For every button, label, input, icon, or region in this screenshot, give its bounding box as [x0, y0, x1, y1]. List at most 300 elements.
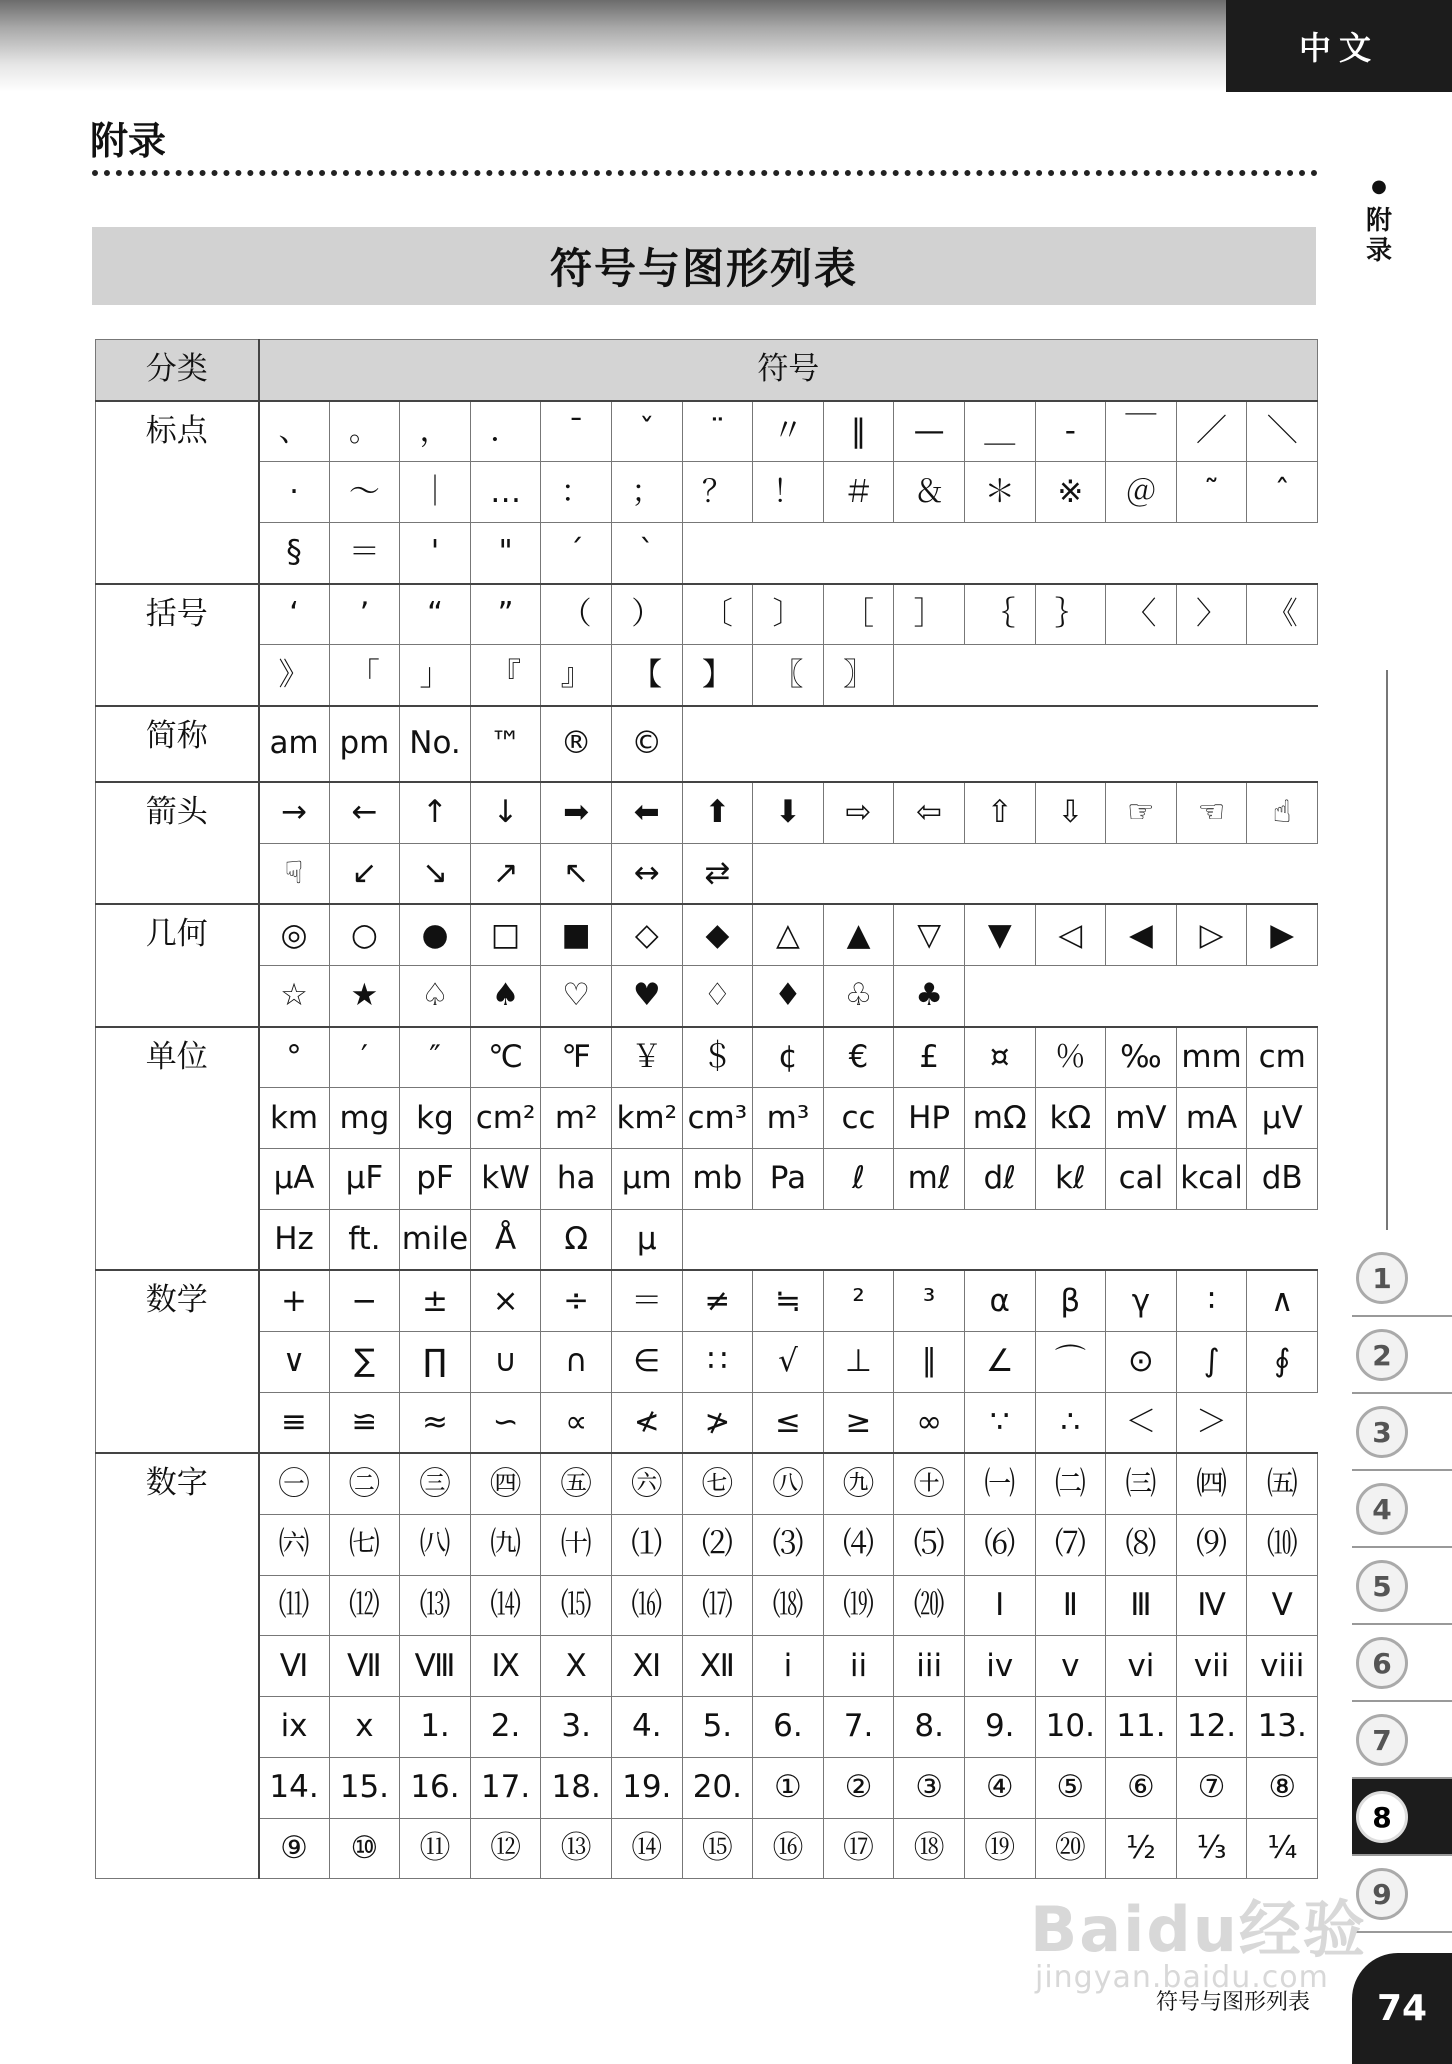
empty-cell: [682, 523, 1318, 584]
chapter-tab-1[interactable]: [1352, 1240, 1452, 1317]
symbol-cell: ˜: [1176, 462, 1247, 523]
symbol-cell: 》: [259, 645, 330, 706]
symbol-cell: ㊄: [541, 1453, 612, 1514]
symbol-cell: ｜: [400, 462, 471, 523]
symbol-row: [96, 645, 1318, 706]
symbol-cell: ↖: [541, 843, 612, 904]
symbol-cell: ¯: [541, 401, 612, 462]
symbol-cell: ∴: [1035, 1392, 1106, 1453]
symbol-cell: ½: [1106, 1818, 1177, 1879]
symbol-cell: 9.: [964, 1697, 1035, 1758]
symbol-cell: mm: [1176, 1027, 1247, 1088]
symbol-cell: Hz: [259, 1209, 330, 1270]
symbol-cell: ⑥: [1106, 1757, 1177, 1818]
symbol-cell: ⑤: [1035, 1757, 1106, 1818]
symbol-cell: ｝: [1035, 584, 1106, 645]
symbol-cell: ¨: [682, 401, 753, 462]
symbol-row: [96, 1575, 1318, 1636]
symbol-cell: £: [894, 1027, 965, 1088]
symbol-row: [96, 1027, 1318, 1088]
symbol-cell: ♧: [823, 965, 894, 1026]
symbol-cell: km²: [611, 1088, 682, 1149]
symbol-cell: ／: [1176, 401, 1247, 462]
symbol-row: [96, 462, 1318, 523]
symbol-cell: Ⅳ: [1176, 1575, 1247, 1636]
symbol-cell: ≒: [753, 1270, 824, 1331]
symbol-row: [96, 1636, 1318, 1697]
symbol-cell: ∷: [682, 1332, 753, 1393]
symbol-cell: 『: [470, 645, 541, 706]
symbol-cell: ⑰: [823, 1818, 894, 1879]
symbol-cell: ∑: [329, 1332, 400, 1393]
symbol-cell: cm²: [470, 1088, 541, 1149]
symbol-cell: ㊂: [400, 1453, 471, 1514]
symbol-cell: Ω: [541, 1209, 612, 1270]
symbol-cell: ¼: [1247, 1818, 1318, 1879]
symbol-cell: ◁: [1035, 904, 1106, 965]
symbol-cell: 「: [329, 645, 400, 706]
symbol-cell: mg: [329, 1088, 400, 1149]
symbol-row: [96, 1818, 1318, 1879]
category-cell: 标点: [96, 401, 259, 584]
symbol-cell: ®: [541, 706, 612, 782]
symbol-cell: mΩ: [964, 1088, 1035, 1149]
symbol-cell: ™: [470, 706, 541, 782]
symbol-cell: ⑿: [329, 1575, 400, 1636]
symbol-cell: vi: [1106, 1636, 1177, 1697]
symbol-cell: ㈠: [964, 1453, 1035, 1514]
symbol-cell: 〈: [1106, 584, 1177, 645]
symbol-cell: 8.: [894, 1697, 965, 1758]
symbol-cell: 17.: [470, 1757, 541, 1818]
symbol-cell: ⑭: [611, 1818, 682, 1879]
symbol-cell: ⑧: [1247, 1757, 1318, 1818]
symbol-cell: ∽: [470, 1392, 541, 1453]
symbol-row: [96, 401, 1318, 462]
symbol-cell: +: [259, 1270, 330, 1331]
symbol-cell: ￣: [1106, 401, 1177, 462]
chapter-tab-2[interactable]: [1352, 1317, 1452, 1394]
symbol-cell: ix: [259, 1697, 330, 1758]
symbol-cell: ⑳: [1035, 1818, 1106, 1879]
symbol-row: [96, 584, 1318, 645]
empty-cell: [1247, 1392, 1318, 1453]
symbol-cell: ＝: [611, 1270, 682, 1331]
symbol-cell: ÷: [541, 1270, 612, 1331]
symbol-cell: ´: [541, 523, 612, 584]
symbol-cell: €: [823, 1027, 894, 1088]
symbol-cell: 。: [329, 401, 400, 462]
symbol-row: [96, 706, 1318, 782]
symbol-cell: ㈩: [541, 1515, 612, 1576]
symbol-cell: ∩: [541, 1332, 612, 1393]
symbol-cell: ●: [400, 904, 471, 965]
symbol-cell: ㊇: [753, 1453, 824, 1514]
symbol-cell: cm: [1247, 1027, 1318, 1088]
symbol-cell: 1.: [400, 1697, 471, 1758]
symbol-cell: Pa: [753, 1148, 824, 1209]
symbol-cell: ♦: [753, 965, 824, 1026]
symbol-cell: i: [753, 1636, 824, 1697]
symbol-cell: ②: [823, 1757, 894, 1818]
watermark-url: jingyan.baidu.com: [1035, 1960, 1329, 1995]
category-cell: 数学: [96, 1270, 259, 1453]
symbol-cell: dB: [1247, 1148, 1318, 1209]
symbol-cell: ²: [823, 1270, 894, 1331]
symbol-cell: km: [259, 1088, 330, 1149]
symbol-cell: ‘: [259, 584, 330, 645]
symbol-cell: ⑲: [964, 1818, 1035, 1879]
chapter-number: 7: [1356, 1714, 1408, 1766]
symbol-row: [96, 1453, 1318, 1514]
symbol-cell: ，: [400, 401, 471, 462]
symbol-cell: ←: [329, 782, 400, 843]
chapter-number: 5: [1356, 1560, 1408, 1612]
symbol-cell: ▲: [823, 904, 894, 965]
symbol-cell: ♤: [400, 965, 471, 1026]
symbol-cell: ↔: [611, 843, 682, 904]
symbol-cell: 10.: [1035, 1697, 1106, 1758]
category-cell: 简称: [96, 706, 259, 782]
empty-cell: [753, 843, 1318, 904]
symbol-cell: 、: [259, 401, 330, 462]
symbol-cell: ！: [753, 462, 824, 523]
symbol-row: [96, 965, 1318, 1026]
chapter-tab-4[interactable]: [1352, 1471, 1452, 1548]
symbol-cell: ↓: [470, 782, 541, 843]
symbol-cell: mA: [1176, 1088, 1247, 1149]
symbol-cell: m³: [753, 1088, 824, 1149]
page-number: 74: [1352, 1953, 1452, 2064]
symbol-cell: 19.: [611, 1757, 682, 1818]
symbol-cell: ㊈: [823, 1453, 894, 1514]
symbol-cell: μF: [329, 1148, 400, 1209]
symbol-cell: ∝: [541, 1392, 612, 1453]
category-cell: 几何: [96, 904, 259, 1026]
symbol-cell: α: [964, 1270, 1035, 1331]
symbol-cell: ♥: [611, 965, 682, 1026]
symbol-cell: ㈡: [1035, 1453, 1106, 1514]
symbol-cell: ▷: [1176, 904, 1247, 965]
symbol-cell: pF: [400, 1148, 471, 1209]
symbol-cell: m²: [541, 1088, 612, 1149]
symbol-cell: ♣: [894, 965, 965, 1026]
symbol-cell: ℉: [541, 1027, 612, 1088]
symbol-cell: ∶: [1176, 1270, 1247, 1331]
symbol-cell: 7.: [823, 1697, 894, 1758]
symbol-table: [95, 339, 1318, 1879]
symbol-cell: μA: [259, 1148, 330, 1209]
chapter-tabs: [1352, 1240, 1452, 1933]
symbol-cell: ○: [329, 904, 400, 965]
symbol-cell: kΩ: [1035, 1088, 1106, 1149]
watermark-logo: Baidu经验: [1030, 1893, 1367, 1966]
dotted-divider: [92, 170, 1318, 176]
symbol-cell: 15.: [329, 1757, 400, 1818]
symbol-cell: ）: [611, 584, 682, 645]
symbol-cell: ⑮: [682, 1818, 753, 1879]
symbol-cell: vii: [1176, 1636, 1247, 1697]
symbol-cell: 3.: [541, 1697, 612, 1758]
symbol-cell: ⑹: [964, 1515, 1035, 1576]
symbol-cell: mV: [1106, 1088, 1177, 1149]
symbol-cell: ⊥: [823, 1332, 894, 1393]
symbol-cell: v: [1035, 1636, 1106, 1697]
symbol-cell: ≮: [611, 1392, 682, 1453]
symbol-cell: ☜: [1176, 782, 1247, 843]
symbol-cell: ＆: [894, 462, 965, 523]
symbol-cell: pm: [329, 706, 400, 782]
symbol-cell: ⑷: [823, 1515, 894, 1576]
symbol-cell: mℓ: [894, 1148, 965, 1209]
symbol-row: [96, 1270, 1318, 1331]
symbol-cell: ∪: [470, 1332, 541, 1393]
symbol-cell: ⌒: [1035, 1332, 1106, 1393]
symbol-cell: Ⅹ: [541, 1636, 612, 1697]
symbol-cell: ★: [329, 965, 400, 1026]
symbol-cell: ㈣: [1176, 1453, 1247, 1514]
symbol-cell: kW: [470, 1148, 541, 1209]
symbol-cell: Å: [470, 1209, 541, 1270]
symbol-cell: ↗: [470, 843, 541, 904]
symbol-cell: Ⅺ: [611, 1636, 682, 1697]
symbol-cell: ℓ: [823, 1148, 894, 1209]
symbol-cell: ．: [470, 401, 541, 462]
symbol-cell: —: [894, 401, 965, 462]
header-symbols: 符号: [259, 340, 1318, 401]
symbol-cell: −: [329, 1270, 400, 1331]
symbol-cell: ；: [611, 462, 682, 523]
symbol-row: [96, 904, 1318, 965]
chapter-tab-9[interactable]: [1352, 1856, 1452, 1933]
symbol-cell: ⑫: [470, 1818, 541, 1879]
symbol-cell: ˆ: [1247, 462, 1318, 523]
symbol-cell: 【: [611, 645, 682, 706]
symbol-cell: ⒄: [682, 1575, 753, 1636]
symbol-cell: ': [400, 523, 471, 584]
symbol-cell: ⇦: [894, 782, 965, 843]
symbol-cell: ☞: [1106, 782, 1177, 843]
footer-title: 符号与图形列表: [1156, 1990, 1311, 2015]
symbol-cell: ④: [964, 1757, 1035, 1818]
header-category: 分类: [96, 340, 259, 401]
symbol-cell: ∧: [1247, 1270, 1318, 1331]
chapter-tab-3[interactable]: [1352, 1394, 1452, 1471]
symbol-cell: ▼: [964, 904, 1035, 965]
symbol-cell: ㈢: [1106, 1453, 1177, 1514]
symbol-cell: ⇨: [823, 782, 894, 843]
symbol-cell: Ⅱ: [1035, 1575, 1106, 1636]
empty-cell: [682, 1209, 1318, 1270]
symbol-cell: ∞: [894, 1392, 965, 1453]
symbol-cell: ⑻: [1106, 1515, 1177, 1576]
symbol-row: [96, 1697, 1318, 1758]
symbol-row: [96, 1148, 1318, 1209]
symbol-cell: ］: [894, 584, 965, 645]
symbol-cell: ⑸: [894, 1515, 965, 1576]
symbol-cell: Ⅻ: [682, 1636, 753, 1697]
symbol-cell: ㈥: [259, 1515, 330, 1576]
symbol-cell: △: [753, 904, 824, 965]
symbol-cell: ↙: [329, 843, 400, 904]
symbol-cell: ℃: [470, 1027, 541, 1088]
symbol-cell: ∵: [964, 1392, 1035, 1453]
chapter-number: 1: [1356, 1252, 1408, 1304]
symbol-cell: 12.: [1176, 1697, 1247, 1758]
chapter-tab-6[interactable]: [1352, 1625, 1452, 1702]
chapter-tab-7[interactable]: [1352, 1702, 1452, 1779]
symbol-cell: ≯: [682, 1392, 753, 1453]
symbol-cell: ～: [329, 462, 400, 523]
symbol-cell: ♠: [470, 965, 541, 1026]
symbol-cell: ‰: [1106, 1027, 1177, 1088]
symbol-row: [96, 523, 1318, 584]
symbol-row: [96, 782, 1318, 843]
symbol-cell: 〃: [753, 401, 824, 462]
symbol-cell: 〉: [1176, 584, 1247, 645]
chapter-number: 2: [1356, 1329, 1408, 1381]
symbol-cell: ｛: [964, 584, 1035, 645]
side-section-label: [1364, 172, 1394, 266]
symbol-cell: x: [329, 1697, 400, 1758]
symbol-cell: viii: [1247, 1636, 1318, 1697]
symbol-cell: ☟: [259, 843, 330, 904]
symbol-cell: ∠: [964, 1332, 1035, 1393]
symbol-cell: ⑾: [259, 1575, 330, 1636]
symbol-cell: 」: [400, 645, 471, 706]
symbol-cell: ha: [541, 1148, 612, 1209]
chapter-tab-8[interactable]: [1352, 1779, 1452, 1856]
symbol-cell: mile: [400, 1209, 471, 1270]
symbol-row: [96, 1209, 1318, 1270]
symbol-cell: μm: [611, 1148, 682, 1209]
symbol-row: [96, 1392, 1318, 1453]
symbol-cell: ≌: [329, 1392, 400, 1453]
symbol-cell: ⑨: [259, 1818, 330, 1879]
symbol-cell: Ⅷ: [400, 1636, 471, 1697]
symbol-cell: ＼: [1247, 401, 1318, 462]
symbol-cell: ⇄: [682, 843, 753, 904]
symbol-cell: ％: [1035, 1027, 1106, 1088]
symbol-cell: ”: [470, 584, 541, 645]
empty-cell: [894, 645, 1318, 706]
symbol-cell: μV: [1247, 1088, 1318, 1149]
symbol-cell: ⑪: [400, 1818, 471, 1879]
symbol-cell: 18.: [541, 1757, 612, 1818]
symbol-cell: iv: [964, 1636, 1035, 1697]
symbol-cell: 5.: [682, 1697, 753, 1758]
symbol-cell: ⑶: [753, 1515, 824, 1576]
symbol-cell: ⑴: [611, 1515, 682, 1576]
symbol-cell: Ⅰ: [964, 1575, 1035, 1636]
symbol-cell: Ⅸ: [470, 1636, 541, 1697]
chapter-number: 8: [1356, 1791, 1408, 1843]
symbol-cell: ◀: [1106, 904, 1177, 965]
symbol-cell: Ⅲ: [1106, 1575, 1177, 1636]
symbol-cell: ⬇: [753, 782, 824, 843]
symbol-cell: ①: [753, 1757, 824, 1818]
symbol-row: [96, 1332, 1318, 1393]
symbol-cell: Ⅵ: [259, 1636, 330, 1697]
symbol-cell: ㊅: [611, 1453, 682, 1514]
chapter-number: 9: [1356, 1868, 1408, 1920]
symbol-cell: cal: [1106, 1148, 1177, 1209]
symbol-cell: HP: [894, 1088, 965, 1149]
symbol-cell: No.: [400, 706, 471, 782]
symbol-cell: 16.: [400, 1757, 471, 1818]
symbol-cell: ⒂: [541, 1575, 612, 1636]
symbol-cell: 〔: [682, 584, 753, 645]
symbol-cell: ◎: [259, 904, 330, 965]
symbol-cell: cm³: [682, 1088, 753, 1149]
symbol-cell: ㈧: [400, 1515, 471, 1576]
symbol-cell: ◇: [611, 904, 682, 965]
side-section-text: 附 录: [1365, 206, 1392, 266]
category-cell: 括号: [96, 584, 259, 706]
side-rule: [1386, 670, 1388, 1230]
symbol-cell: ⒇: [894, 1575, 965, 1636]
symbol-cell: ⒅: [753, 1575, 824, 1636]
symbol-cell: ∥: [894, 1332, 965, 1393]
symbol-cell: ＞: [1176, 1392, 1247, 1453]
symbol-cell: ⬅: [611, 782, 682, 843]
symbol-cell: ￥: [611, 1027, 682, 1088]
symbol-cell: kℓ: [1035, 1148, 1106, 1209]
category-cell: 箭头: [96, 782, 259, 904]
symbol-cell: kg: [400, 1088, 471, 1149]
symbol-cell: ∮: [1247, 1332, 1318, 1393]
symbol-row: [96, 1515, 1318, 1576]
symbol-cell: ⒃: [611, 1575, 682, 1636]
symbol-cell: ■: [541, 904, 612, 965]
symbol-cell: ii: [823, 1636, 894, 1697]
symbol-cell: ▽: [894, 904, 965, 965]
chapter-tab-5[interactable]: [1352, 1548, 1452, 1625]
symbol-cell: ⅓: [1176, 1818, 1247, 1879]
symbol-cell: 〗: [823, 645, 894, 706]
symbol-cell: ＊: [964, 462, 1035, 523]
symbol-cell: 14.: [259, 1757, 330, 1818]
symbol-cell: 】: [682, 645, 753, 706]
symbol-cell: 2.: [470, 1697, 541, 1758]
symbol-cell: ㊁: [329, 1453, 400, 1514]
symbol-cell: （: [541, 584, 612, 645]
symbol-cell: ＝: [329, 523, 400, 584]
symbol-cell: `: [611, 523, 682, 584]
symbol-cell: ☆: [259, 965, 330, 1026]
symbol-cell: 〖: [753, 645, 824, 706]
empty-cell: [964, 965, 1317, 1026]
category-cell: 数字: [96, 1453, 259, 1878]
section-heading: 附录: [90, 119, 167, 163]
category-cell: 单位: [96, 1027, 259, 1271]
symbol-cell: iii: [894, 1636, 965, 1697]
symbol-cell: Ⅴ: [1247, 1575, 1318, 1636]
symbol-cell: 6.: [753, 1697, 824, 1758]
symbol-cell: ˇ: [611, 401, 682, 462]
symbol-cell: ［: [823, 584, 894, 645]
symbol-cell: ㈨: [470, 1515, 541, 1576]
symbol-cell: ③: [894, 1757, 965, 1818]
symbol-cell: 』: [541, 645, 612, 706]
symbol-cell: ’: [329, 584, 400, 645]
symbol-cell: β: [1035, 1270, 1106, 1331]
symbol-cell: …: [470, 462, 541, 523]
symbol-cell: 4.: [611, 1697, 682, 1758]
symbol-cell: kcal: [1176, 1148, 1247, 1209]
symbol-cell: √: [753, 1332, 824, 1393]
symbol-cell: mb: [682, 1148, 753, 1209]
